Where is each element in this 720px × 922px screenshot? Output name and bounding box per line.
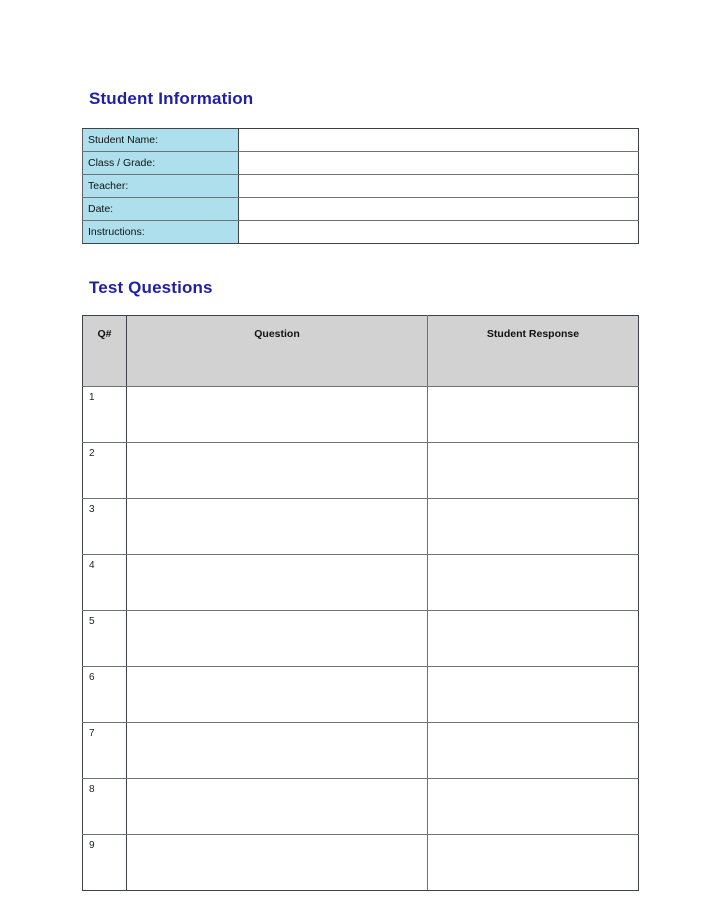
question-number: 2 [83, 443, 127, 499]
table-row [83, 779, 639, 835]
question-number: 7 [83, 723, 127, 779]
table-row [83, 835, 639, 891]
table-row [83, 555, 639, 611]
date-field[interactable] [239, 198, 639, 221]
question-field[interactable] [127, 667, 428, 723]
student-name-label: Student Name: [83, 129, 239, 152]
table-row [83, 152, 639, 175]
student-response-field[interactable] [428, 835, 639, 891]
table-row [83, 221, 639, 244]
column-header-student-response: Student Response [428, 316, 639, 387]
student-response-field[interactable] [428, 667, 639, 723]
question-number: 1 [83, 387, 127, 443]
table-row [83, 175, 639, 198]
question-number: 9 [83, 835, 127, 891]
instructions-label: Instructions: [83, 221, 239, 244]
teacher-label: Teacher: [83, 175, 239, 198]
column-header-qnum: Q# [83, 316, 127, 387]
question-number: 5 [83, 611, 127, 667]
question-field[interactable] [127, 779, 428, 835]
teacher-field[interactable] [239, 175, 639, 198]
table-row [83, 387, 639, 443]
student-response-field[interactable] [428, 779, 639, 835]
student-name-field[interactable] [239, 129, 639, 152]
question-field[interactable] [127, 499, 428, 555]
table-row [83, 198, 639, 221]
student-response-field[interactable] [428, 443, 639, 499]
test-questions-heading: Test Questions [89, 278, 213, 297]
table-row [83, 667, 639, 723]
test-questions-table [82, 315, 639, 891]
student-information-heading: Student Information [89, 89, 254, 108]
question-field[interactable] [127, 723, 428, 779]
question-field[interactable] [127, 611, 428, 667]
question-number: 3 [83, 499, 127, 555]
student-response-field[interactable] [428, 555, 639, 611]
table-row [83, 611, 639, 667]
question-field[interactable] [127, 835, 428, 891]
question-number: 4 [83, 555, 127, 611]
class-grade-label: Class / Grade: [83, 152, 239, 175]
student-information-table [82, 128, 639, 244]
instructions-field[interactable] [239, 221, 639, 244]
column-header-question: Question [127, 316, 428, 387]
table-row [83, 723, 639, 779]
date-label: Date: [83, 198, 239, 221]
table-row [83, 499, 639, 555]
student-response-field[interactable] [428, 611, 639, 667]
table-header-row [83, 316, 639, 387]
question-field[interactable] [127, 387, 428, 443]
student-response-field[interactable] [428, 387, 639, 443]
table-row [83, 129, 639, 152]
question-number: 6 [83, 667, 127, 723]
question-field[interactable] [127, 555, 428, 611]
question-field[interactable] [127, 443, 428, 499]
table-row [83, 443, 639, 499]
class-grade-field[interactable] [239, 152, 639, 175]
question-number: 8 [83, 779, 127, 835]
student-response-field[interactable] [428, 723, 639, 779]
student-response-field[interactable] [428, 499, 639, 555]
